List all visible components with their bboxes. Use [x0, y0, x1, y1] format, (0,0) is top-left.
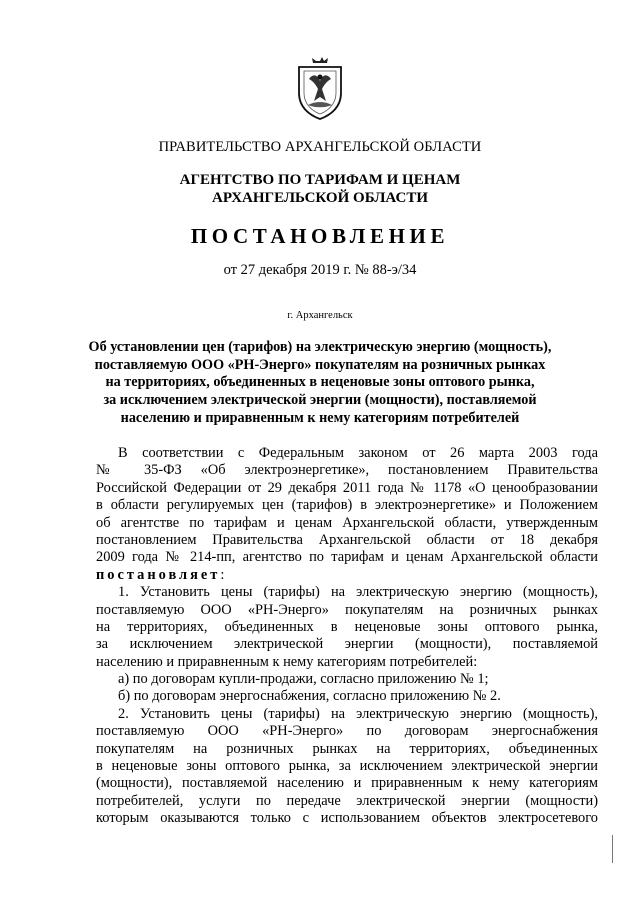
government-name: ПРАВИТЕЛЬСТВО АРХАНГЕЛЬСКОЙ ОБЛАСТИ	[158, 139, 482, 155]
text-line: № 35-ФЗ «Об электроэнергетике», постановлением Правительства	[96, 462, 598, 479]
text-line: в области регулируемых цен (тарифов) в электроэнергетике» и Положением	[96, 497, 598, 514]
text-line: потребителей, услуги по передаче электрической энергии (мощности)	[96, 792, 598, 809]
text-line: которым оказываются только с использованием объектов электросетевого	[96, 810, 598, 827]
preamble-paragraph	[96, 445, 598, 828]
text-line: в неценовые зоны оптового рынка, за исключением электрической энергии	[96, 758, 598, 775]
text-line: Российской Федерации от 29 декабря 2011 года № 1178 «О ценообразовании	[96, 479, 598, 496]
text-line: за исключением электрической энергии (мощности), поставляемой	[96, 636, 598, 653]
subject-line: за исключением электрической энергии (мощности), поставляемой	[103, 392, 537, 409]
city: г. Архангельск	[287, 310, 353, 321]
text-line: В соответствии с Федеральным законом от 26 марта 2003 года	[118, 445, 598, 461]
arkhangelsk-coat-of-arms-icon	[293, 55, 347, 121]
subject-line: населению и приравненным к нему категориям потребителей	[120, 409, 520, 426]
text-line: (мощности), поставляемой населению и приравненным к нему категориям	[96, 775, 598, 792]
date-and-number: от 27 декабря 2019 г. № 88-э/34	[223, 262, 417, 278]
text-line: населению и приравненным к нему категориям потребителей:	[96, 653, 478, 670]
subject-line: Об установлении цен (тарифов) на электрическую энергию (мощность),	[88, 339, 552, 355]
list-item: б) по договорам энергоснабжения, согласно приложению № 2.	[118, 688, 501, 705]
text-line: 2009 года № 214-пп, агентство по тарифам и ценам Архангельской области	[96, 549, 598, 566]
decides-line	[96, 567, 598, 584]
document-subject	[0, 339, 640, 428]
text-line: 2. Установить цены (тарифы) на электрическую энергию (мощность),	[118, 705, 598, 722]
text-line: на территориях, объединенных в неценовые зоны оптового рынка,	[96, 618, 598, 635]
agency-name	[0, 171, 640, 207]
document-type: ПОСТАНОВЛЕНИЕ	[190, 224, 450, 248]
decides-colon: :	[220, 566, 225, 583]
subject-line: поставляемую ООО «РН-Энерго» покупателям на розничных рынках	[94, 356, 546, 373]
subject-line: на территориях, объединенных в неценовые зоны оптового рынка,	[105, 374, 535, 391]
text-line: об агентстве по тарифам и ценам Архангельской области, утвержденным	[96, 514, 598, 531]
text-line: 1. Установить цены (тарифы) на электрическую энергию (мощность),	[118, 584, 598, 601]
text-line: постановлением Правительства Архангельской области от 18 декабря	[96, 531, 598, 548]
list-item: а) по договорам купли-продажи, согласно приложению № 1;	[118, 671, 489, 688]
agency-name-line2: АРХАНГЕЛЬСКОЙ ОБЛАСТИ	[212, 190, 428, 206]
text-line: поставляемую ООО «РН-Энерго» по договорам энергоснабжения	[96, 723, 598, 740]
margin-mark	[612, 835, 613, 863]
agency-name-line1: АГЕНТСТВО ПО ТАРИФАМ И ЦЕНАМ	[179, 172, 461, 188]
text-line: поставляемую ООО «РН-Энерго» покупателям на розничных рынках	[96, 601, 598, 618]
text-line: покупателям на розничных рынках на территориях, объединенных	[96, 740, 598, 757]
decides-word: постановляет	[96, 566, 221, 583]
